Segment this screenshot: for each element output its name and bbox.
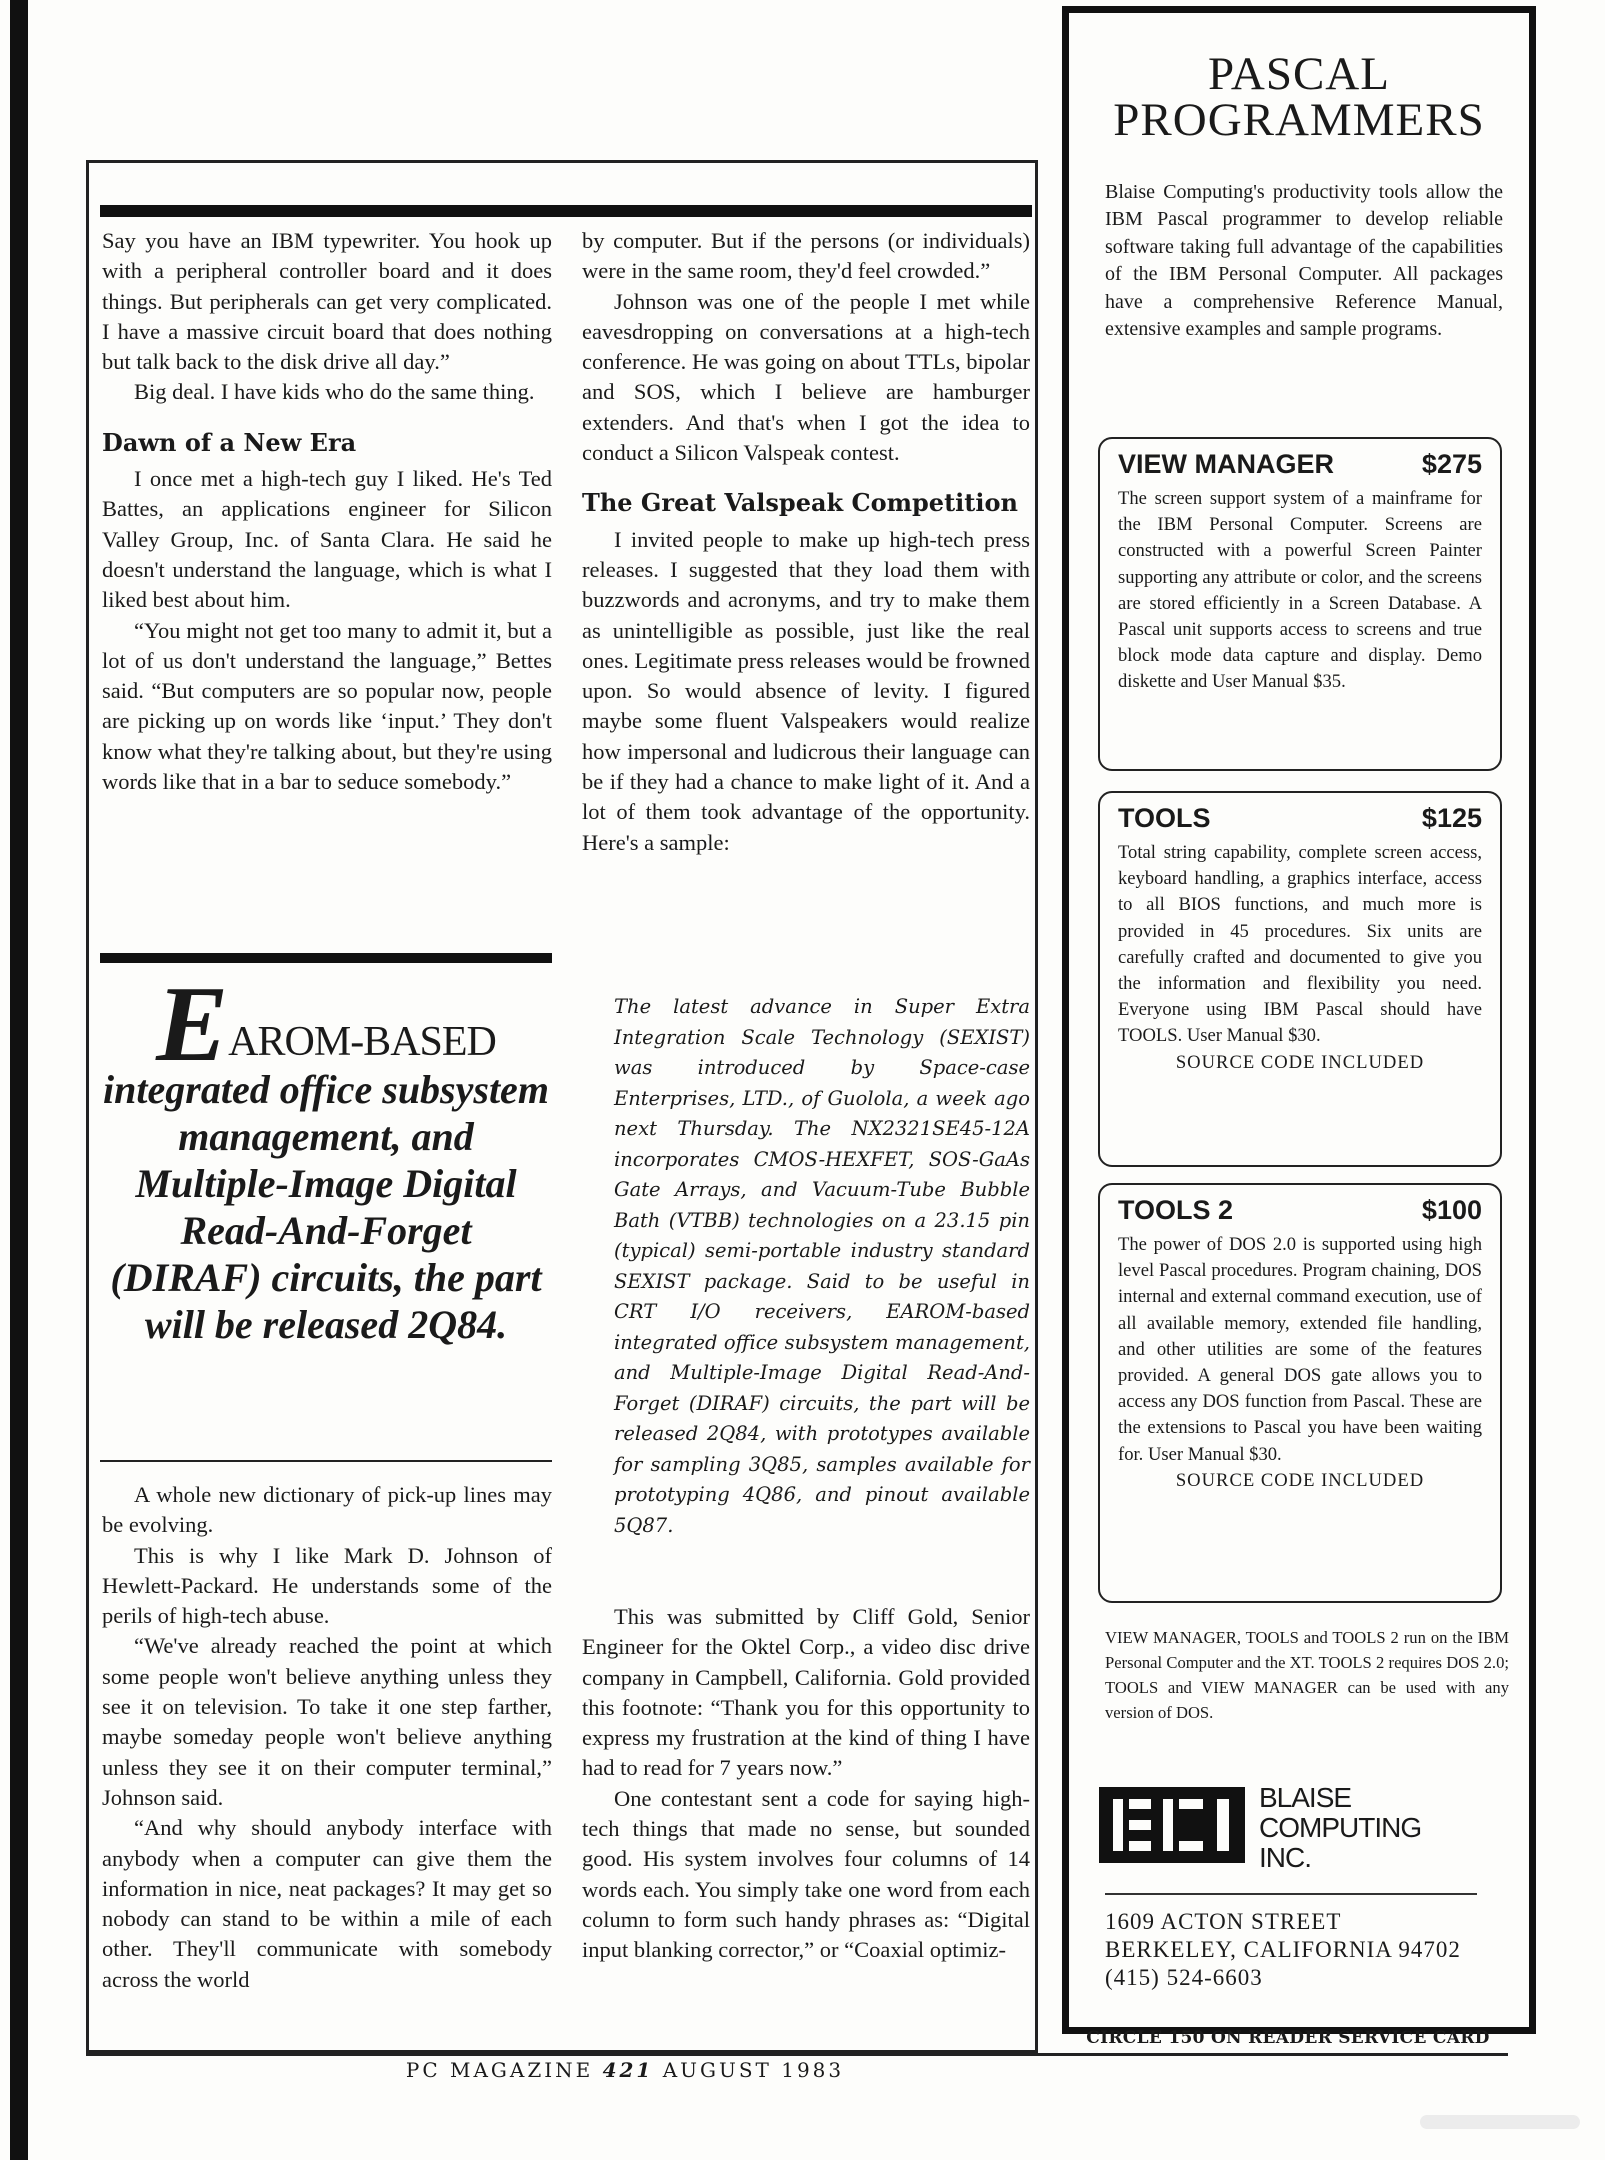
paragraph: “And why should anybody interface with anybody when a computer can give them the information in nice, neat packages? It may get so nobody can stand to be within a mile of each other. They'll communicate with somebody across the world: [102, 1815, 552, 1992]
paragraph: A whole new dictionary of pick-up lines may be evolving.: [102, 1482, 552, 1538]
page-edge-bar: [10, 0, 28, 2160]
article-column-1-top: [102, 226, 552, 797]
paragraph: by computer. But if the persons (or individuals) were in the same room, they'd feel crowded.”: [582, 228, 1030, 284]
paragraph: I once met a high-tech guy I liked. He's Ted Battes, an applications engineer for Silicon Valley Group, Inc. of Santa Clara. He said he doesn't understand the language, which is what I liked best about him.: [102, 466, 552, 613]
address-rule: [1105, 1893, 1477, 1895]
article-column-2-bottom: [582, 1602, 1030, 1966]
product-price: $100: [1421, 1195, 1482, 1225]
paragraph: This was submitted by Cliff Gold, Senior Engineer for the Oktel Corp., a video disc drive company in Campbell, California. Gold provided this footnote: “Thank you for this opportunity to express my frustration at the kind of thing I have had to read for 7 years now.”: [582, 1604, 1030, 1781]
paragraph: One contestant sent a code for saying high-tech things that made no sense, but sounded good. His system involves four columns of 14 words each. You simply take one word from each column to form such handy phrases as: “Digital input blanking corrector,” or “Coaxial optimiz-: [582, 1785, 1030, 1963]
product-box-tools: [1098, 791, 1502, 1167]
article-column-2-top: [582, 226, 1030, 858]
company-line: INC.: [1259, 1842, 1311, 1873]
paragraph: Johnson was one of the people I met while eavesdropping on conversations at a high-tech conference. He was going on about TTLs, bipolar and SOS, which I believe are hamburger extenders. And that's when I got the idea to conduct a Silicon Valspeak contest.: [582, 288, 1030, 466]
product-description: The power of DOS 2.0 is supported using high level Pascal procedures. Program chaining, DOS internal and external command execution, use of all available memory, extended file handling, and other utilities are some of the features provided. A general DOS gate allows you to access any DOS function from Pascal. These are the extensions to Pascal you have been waiting for. User Manual $30.: [1118, 1234, 1482, 1465]
paragraph: “We've already reached the point at which some people won't believe anything unless they see it on television. To take it one step farther, maybe someday people won't believe anything unless they see it on their computer terminal,” Johnson said.: [102, 1633, 552, 1810]
product-header: [1118, 449, 1482, 480]
pull-quote-dropcap: E: [156, 965, 229, 1084]
source-code-note: SOURCE CODE INCLUDED: [1175, 1469, 1425, 1491]
issue-date: AUGUST 1983: [662, 2058, 845, 2082]
paragraph: I invited people to make up high-tech press releases. I suggested that they load them with buzzwords and acronyms, and try to make them as unintelligible as possible, just like the real ones. Legitimate press releases would be frowned upon. So would absence of levity. I figured maybe some fluent Valspeakers would realize how impersonal and ludicrous their language can be if they had a chance to make light of it. And a lot of them took advantage of the opportunity. Here's a sample:: [582, 526, 1030, 855]
product-box-view-manager: [1098, 437, 1502, 771]
pull-quote-underline: [100, 1460, 552, 1462]
product-name: VIEW MANAGER: [1118, 449, 1334, 479]
article-column-1-bottom: [102, 1480, 552, 1995]
paragraph: This is why I like Mark D. Johnson of Hewlett-Packard. He understands some of the perils of high-tech abuse.: [102, 1542, 552, 1629]
paragraph: Big deal. I have kids who do the same thing.: [134, 379, 535, 405]
phone: (415) 524-6603: [1105, 1965, 1263, 1990]
company-line: BLAISE: [1259, 1782, 1352, 1813]
reader-service-line: CIRCLE 150 ON READER SERVICE CARD: [1086, 2028, 1490, 2048]
source-code-note: SOURCE CODE INCLUDED: [1175, 1051, 1425, 1073]
pull-quote-text: integrated office subsystem management, and Multiple-Image Digital Read-And-Forget (DIRAF) circuits, the part will be released 2Q84.: [103, 1067, 549, 1347]
product-description: The screen support system of a mainframe for the IBM Personal Computer. Screens are constructed with a powerful Screen Painter supporting any attribute or color, and the screens are stored efficiently in a Screen Database. A Pascal unit supports access to screens and true block mode data capture and display. Demo diskette and User Manual $35.: [1118, 488, 1482, 693]
ad-title-line-1: PASCAL: [1208, 48, 1390, 100]
compatibility-note: VIEW MANAGER, TOOLS and TOOLS 2 run on the IBM Personal Computer and the XT. TOOLS 2 requires DOS 2.0; TOOLS and VIEW MANAGER can be used with any version of DOS.: [1105, 1628, 1509, 1722]
company-address: [1105, 1908, 1461, 1992]
subhead-dawn: Dawn of a New Era: [102, 427, 357, 457]
company-name: [1259, 1783, 1421, 1873]
pull-quote-rule: [100, 953, 552, 963]
ad-title-line-2: PROGRAMMERS: [1113, 94, 1485, 146]
ad-title: [1069, 48, 1529, 146]
product-price: $275: [1421, 449, 1482, 479]
page-folio: [0, 2058, 1250, 2082]
product-name: TOOLS: [1118, 803, 1211, 833]
product-box-tools-2: [1098, 1183, 1502, 1603]
pull-quote-caps: AROM-BASED: [228, 1019, 496, 1065]
sample-press-release: [614, 992, 1030, 1541]
advertisement: [1062, 6, 1536, 2034]
product-description: Total string capability, complete screen access, keyboard handling, a graphics interface, access to all BIOS functions, and much more is provided in 45 procedures. Six units are carefully crafted and documented to give you the information and flexibility you need. Everyone using IBM Pascal should have TOOLS. User Manual $30.: [1118, 842, 1482, 1047]
article-top-rule: [100, 205, 1032, 217]
magazine-name: PC MAGAZINE: [405, 2058, 594, 2082]
city: BERKELEY, CALIFORNIA 94702: [1105, 1937, 1461, 1962]
product-price: $125: [1421, 803, 1482, 833]
product-name: TOOLS 2: [1118, 1195, 1234, 1225]
company-line: COMPUTING: [1259, 1812, 1422, 1843]
paragraph: “You might not get too many to admit it, but a lot of us don't understand the language,” Bettes said. “But computers are so popular now, people are picking up on words like ‘input.’ They don't know what they're talking about, but they're using words like that in a bar to seduce somebody.”: [102, 617, 552, 795]
page-number: 421: [602, 2058, 654, 2082]
bci-logo-icon: [1099, 1787, 1245, 1863]
footer-rule: [86, 2053, 1508, 2056]
subhead-valspeak: The Great Valspeak Competition: [582, 488, 1018, 518]
ad-intro: Blaise Computing's productivity tools allow the IBM Pascal programmer to develop reliable software taking full advantage of the capabilities of the IBM Personal Computer. All packages have a comprehensive Reference Manual, extensive examples and sample programs.: [1105, 181, 1503, 341]
paragraph: Say you have an IBM typewriter. You hook up with a peripheral controller board and it does things. But peripherals can get very complicated. I have a massive circuit board that does nothing but talk back to the disk drive all day.”: [102, 228, 552, 375]
sample-text: The latest advance in Super Extra Integration Scale Technology (SEXIST) was introduced by Space-case Enterprises, LTD., of Guolola, a week ago next Thursday. The NX2321SE45-12A incorporates CMOS-HEXFET, SOS-GaAs Gate Arrays, and Vacuum-Tube Bubble Bath (VTBB) technologies on a 23.15 pin (typical) semi-portable industry standard SEXIST package. Said to be useful in CRT I/O receivers, EAROM-based integrated office subsystem management, and Multiple-Image Digital Read-And-Forget (DIRAF) circuits, the part will be released 2Q84, with prototypes available for sampling 3Q85, samples available for prototyping 4Q86, and pinout available 5Q87.: [614, 995, 1030, 1537]
product-header: [1118, 803, 1482, 834]
product-header: [1118, 1195, 1482, 1226]
scan-smudge: [1420, 2115, 1580, 2129]
pull-quote: [100, 965, 552, 1348]
street: 1609 ACTON STREET: [1105, 1909, 1342, 1934]
